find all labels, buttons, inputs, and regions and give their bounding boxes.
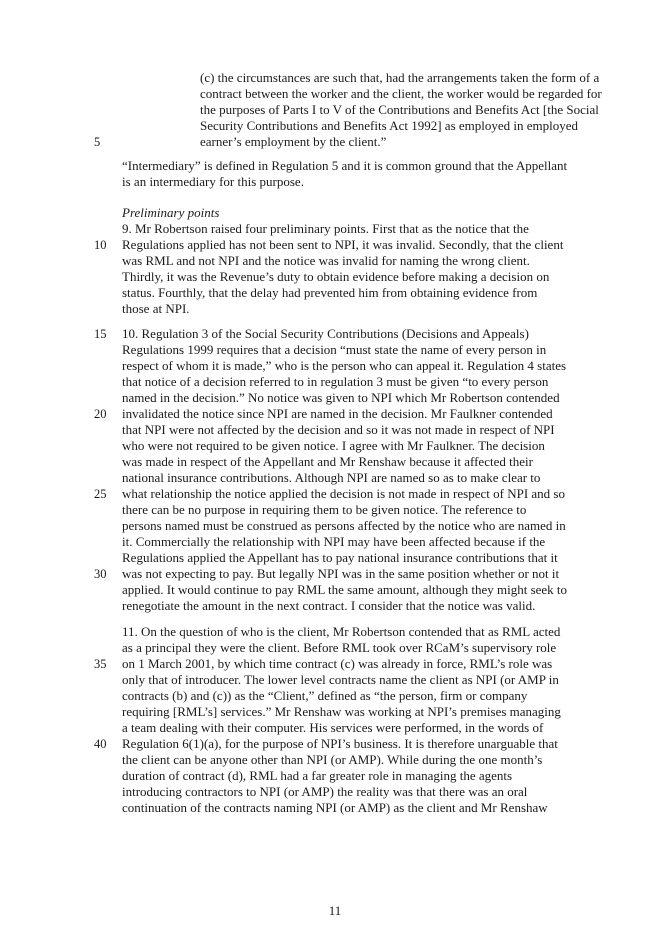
section-heading: Preliminary points [122, 205, 220, 220]
paragraph-line: 9. Mr Robertson raised four preliminary points. First that as the notice that the [122, 221, 529, 236]
paragraph-line: 10. Regulation 3 of the Social Security Contributions (Decisions and Appeals) [122, 326, 529, 341]
quote-line: contract between the worker and the client, the worker would be regarded for [200, 86, 602, 101]
paragraph-line: the client can be anyone other than NPI (or AMP). While during the one month’s [122, 752, 543, 767]
paragraph-line: Regulations applied has not been sent to NPI, it was invalid. Secondly, that the client [122, 237, 564, 252]
line-number: 15 [94, 327, 107, 341]
page-number: 11 [328, 903, 342, 918]
paragraph-line: there can be no purpose in requiring them to be given notice. The reference to [122, 502, 527, 517]
paragraph-line: requiring [RML’s] services.” Mr Renshaw was working at NPI’s premises managing [122, 704, 561, 719]
paragraph-line: applied. It would continue to pay RML the same amount, although they might seek to [122, 582, 568, 597]
line-number: 20 [94, 407, 107, 421]
line-number: 40 [94, 737, 107, 751]
quote-line: Security Contributions and Benefits Act 1992] as employed in employed [200, 118, 579, 133]
paragraph-line: named in the decision.” No notice was given to NPI which Mr Robertson contended [122, 390, 560, 405]
paragraph-line: only that of introducer. The lower level contracts name the client as NPI (or AMP in [122, 672, 559, 687]
paragraph-line: that notice of a decision referred to in regulation 3 must be given “to every person [122, 374, 549, 389]
paragraph-line: respect of whom it is made,” who is the person who can appeal it. Regulation 4 states [122, 358, 567, 373]
paragraph-line: was not expecting to pay. But legally NPI was in the same position whether or not it [122, 566, 560, 581]
paragraph-line: continuation of the contracts naming NPI (or AMP) as the client and Mr Renshaw [122, 800, 548, 815]
paragraph-line: contracts (b) and (c)) as the “Client,” defined as “the person, firm or company [122, 688, 528, 703]
quote-line: (c) the circumstances are such that, had the arrangements taken the form of a [200, 70, 600, 85]
paragraph-line: it. Commercially the relationship with NPI may have been affected because if the [122, 534, 546, 549]
paragraph-line: 11. On the question of who is the client, Mr Robertson contended that as RML acted [122, 624, 561, 639]
paragraph-line: Regulation 6(1)(a), for the purpose of NPI’s business. It is therefore unarguable that [122, 736, 558, 751]
paragraph-line: Thirdly, it was the Revenue’s duty to obtain evidence before making a decision on [122, 269, 550, 284]
paragraph-line: is an intermediary for this purpose. [122, 174, 304, 189]
paragraph-line: Regulations applied the Appellant has to pay national insurance contributions that it [122, 550, 558, 565]
line-number: 10 [94, 238, 107, 252]
paragraph-line: persons named must be construed as persons affected by the notice who are named in [122, 518, 566, 533]
paragraph-line: a team dealing with their computer. His services were performed, in the words of [122, 720, 544, 735]
paragraph-line: invalidated the notice since NPI are named in the decision. Mr Faulkner contended [122, 406, 553, 421]
line-number: 5 [94, 135, 101, 149]
paragraph-line: what relationship the notice applied the decision is not made in respect of NPI and so [122, 486, 565, 501]
line-number: 25 [94, 487, 107, 501]
paragraph-line: was RML and not NPI and the notice was invalid for naming the wrong client. [122, 253, 530, 268]
paragraph-line: introducing contractors to NPI (or AMP) the reality was that there was an oral [122, 784, 528, 799]
paragraph-line: that NPI were not affected by the decision and so it was not made in respect of NPI [122, 422, 555, 437]
paragraph-line: status. Fourthly, that the delay had prevented him from obtaining evidence from [122, 285, 538, 300]
quote-line: earner’s employment by the client.” [200, 134, 387, 149]
paragraph-line: duration of contract (d), RML had a far greater role in managing the agents [122, 768, 513, 783]
paragraph-line: those at NPI. [122, 301, 190, 316]
paragraph-line: who were not required to be given notice. I agree with Mr Faulkner. The decision [122, 438, 545, 453]
line-number: 30 [94, 567, 107, 581]
paragraph-line: Regulations 1999 requires that a decision “must state the name of every person in [122, 342, 547, 357]
paragraph-line: was made in respect of the Appellant and Mr Renshaw because it affected their [122, 454, 533, 469]
paragraph-line: on 1 March 2001, by which time contract (c) was already in force, RML’s role was [122, 656, 553, 671]
paragraph-line: as a principal they were the client. Before RML took over RCaM’s supervisory role [122, 640, 557, 655]
line-number: 35 [94, 657, 107, 671]
quote-line: the purposes of Parts I to V of the Contributions and Benefits Act [the Social [200, 102, 599, 117]
paragraph-line: national insurance contributions. Although NPI are named so as to make clear to [122, 470, 541, 485]
paragraph-line: “Intermediary” is defined in Regulation 5 and it is common ground that the Appellant [122, 158, 568, 173]
paragraph-line: renegotiate the amount in the next contract. I consider that the notice was valid. [122, 598, 536, 613]
